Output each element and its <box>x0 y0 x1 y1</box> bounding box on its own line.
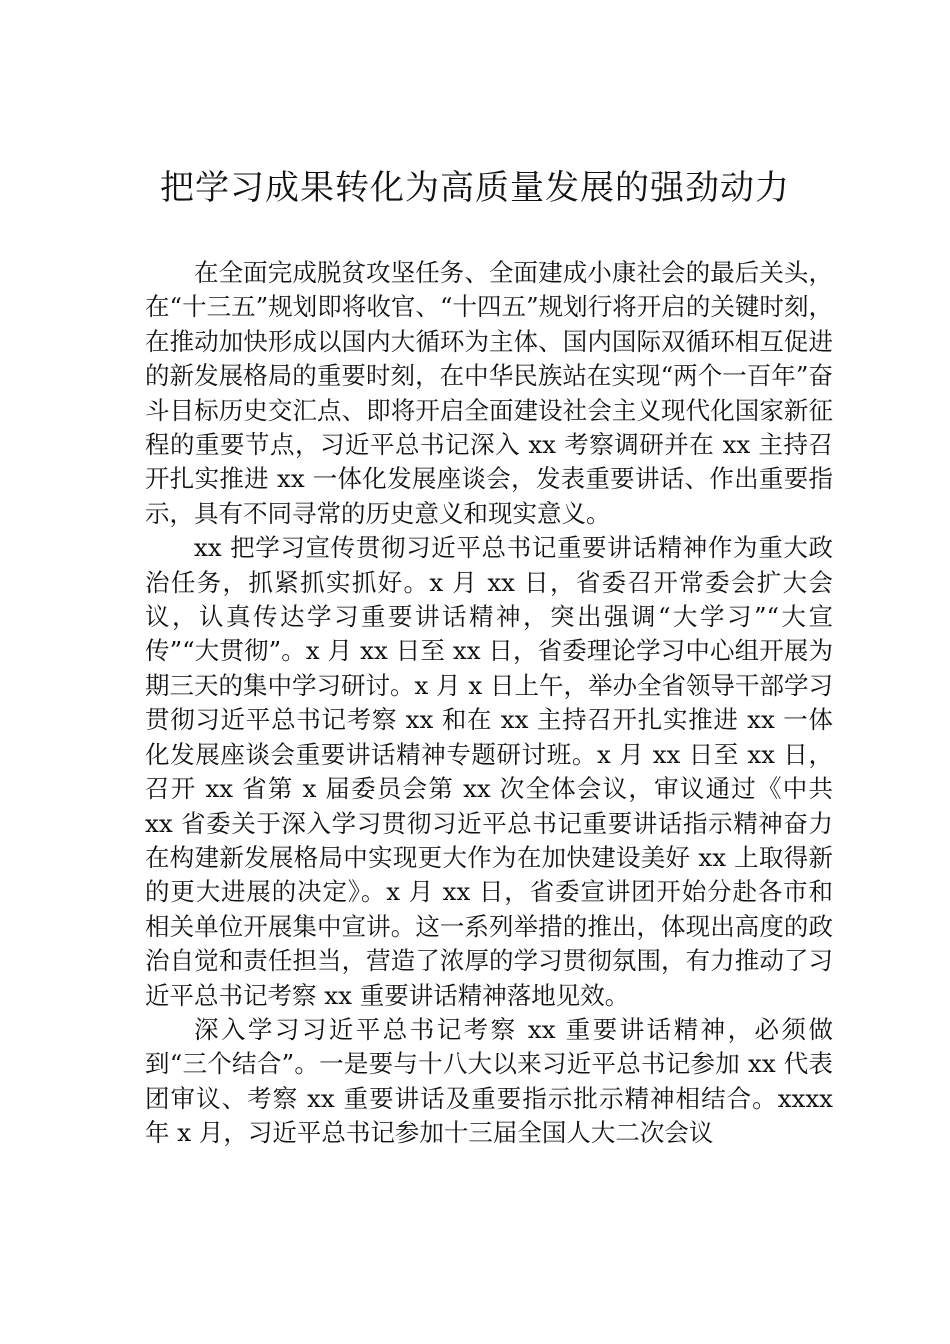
document-body <box>145 256 833 1151</box>
paragraph-2: xx 把学习宣传贯彻习近平总书记重要讲话精神作为重大政治任务，抓紧抓实抓好。x 月 xx 日，省委召开常委会扩大会议，认真传达学习重要讲话精神，突出强调“大学习”“大宣传”“大贯彻”。x 月 xx 日至 xx 日，省委理论学习中心组开展为期三天的集中学习研讨。x 月 x 日上午，举办全省领导干部学习贯彻习近平总书记考察 xx 和在 xx 主持召开扎实推进 xx 一体化发展座谈会重要讲话精神专题研讨班。x 月 xx 日至 xx 日，召开 xx 省第 x 届委员会第 xx 次全体会议，审议通过《中共 xx 省委关于深入学习贯彻习近平总书记重要讲话指示精神奋力在构建新发展格局中实现更大作为在加快建设美好 xx 上取得新的更大进展的决定》。x 月 xx 日，省委宣讲团开始分赴各市和相关单位开展集中宣讲。这一系列举措的推出，体现出高度的政治自觉和责任担当，营造了浓厚的学习贯彻氛围，有力推动了习近平总书记考察 xx 重要讲话精神落地见效。 <box>145 533 833 1010</box>
paragraph-1: 在全面完成脱贫攻坚任务、全面建成小康社会的最后关头，在“十三五”规划即将收官、“十四五”规划行将开启的关键时刻，在推动加快形成以国内大循环为主体、国内国际双循环相互促进的新发展格局的重要时刻，在中华民族站在实现“两个一百年”奋斗目标历史交汇点、即将开启全面建设社会主义现代化国家新征程的重要节点，习近平总书记深入 xx 考察调研并在 xx 主持召开扎实推进 xx 一体化发展座谈会，发表重要讲话、作出重要指示，具有不同寻常的历史意义和现实意义。 <box>145 258 833 528</box>
document-title: 把学习成果转化为高质量发展的强劲动力 <box>160 168 790 208</box>
paragraph-3: 深入学习习近平总书记考察 xx 重要讲话精神，必须做到“三个结合”。一是要与十八大以来习近平总书记参加 xx 代表团审议、考察 xx 重要讲话及重要指示批示精神相结合。xxxx 年 x 月，习近平总书记参加十三届全国人大二次会议 <box>145 1014 833 1148</box>
